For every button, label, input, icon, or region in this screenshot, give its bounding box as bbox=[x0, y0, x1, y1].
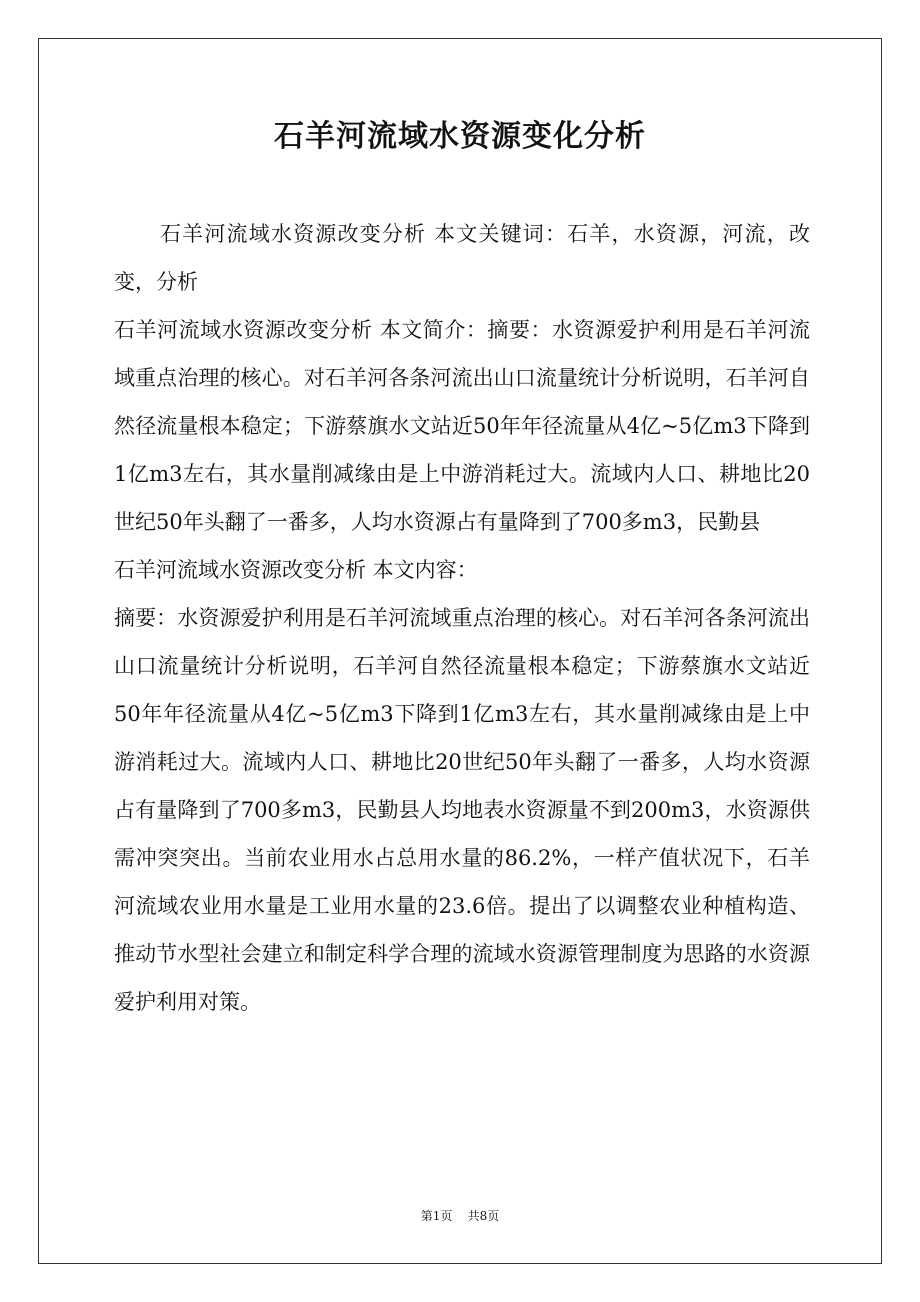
document-title: 石羊河流域水资源变化分析 bbox=[274, 119, 646, 154]
document-body bbox=[114, 210, 810, 1026]
content-heading-paragraph: 石羊河流域水资源改变分析 本文内容： bbox=[114, 558, 478, 582]
abstract-paragraph: 摘要：水资源爱护利用是石羊河流域重点治理的核心。对石羊河各条河流出山口流量统计分析说明，石羊河自然径流量根本稳定；下游蔡旗水文站近50年年径流量从4亿~5亿m3下降到1亿m3左右，其水量削减缘由是上中游消耗过大。流域内人口、耕地比20世纪50年头翻了一番多，人均水资源占有量降到了700多m3，民勤县人均地表水资源量不到200m3，水资源供需冲突突出。当前农业用水占总用水量的86.2%，一样产值状况下，石羊河流域农业用水量是工业用水量的23.6倍。提出了以调整农业种植构造、推动节水型社会建立和制定科学合理的流域水资源管理制度为思路的水资源爱护利用对策。 bbox=[114, 606, 810, 1014]
summary-paragraph: 石羊河流域水资源改变分析 本文简介：摘要：水资源爱护利用是石羊河流域重点治理的核心。对石羊河各条河流出山口流量统计分析说明，石羊河自然径流量根本稳定；下游蔡旗水文站近50年年径流量从4亿~5亿m3下降到1亿m3左右，其水量削减缘由是上中游消耗过大。流域内人口、耕地比20世纪50年头翻了一番多，人均水资源占有量降到了700多m3，民勤县 bbox=[114, 318, 810, 534]
page-footer bbox=[0, 1206, 920, 1226]
page-number: 第1页 bbox=[420, 1209, 453, 1223]
keywords-paragraph: 石羊河流域水资源改变分析 本文关键词：石羊，水资源，河流，改变，分析 bbox=[114, 222, 810, 294]
total-pages: 共8页 bbox=[467, 1209, 500, 1223]
